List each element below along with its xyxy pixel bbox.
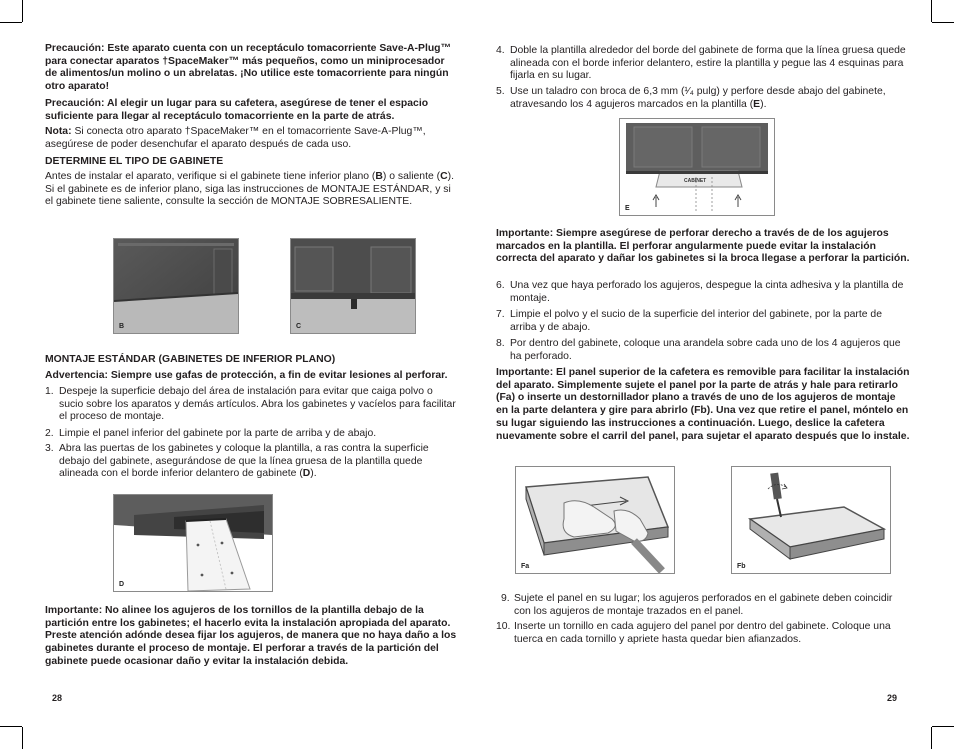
figure-label: C (296, 323, 302, 330)
figure-e-drilling (619, 118, 775, 216)
step-8: 8. Por dentro del gabinete, coloque una arandela sobre cada uno de los 4 agujeros que ha perforado. (496, 338, 901, 362)
crop-mark (931, 0, 932, 22)
page-number: 28 (52, 693, 63, 703)
crop-mark (22, 0, 23, 22)
caution-location: Precaución: Al elegir un lugar para su cafetera, asegúrese de tener el espacio suficiente para llegar al receptáculo tomacorriente en la parte de atrás. (45, 98, 429, 122)
figure-label: Fa (521, 563, 530, 570)
caution-save-a-plug: Precaución: Este aparato cuenta con un receptáculo tomacorriente Save-A-Plug™ para conectar aparatos †SpaceMaker™ más pequeños, como un miniprocesador de alimentos/un molino o un abrelatas. ¡No utilice este tomacorriente para ningún otro aparato! (45, 43, 451, 93)
crop-mark (0, 726, 22, 727)
figure-b-flat-cabinet (113, 238, 239, 334)
step-5: 5. Use un taladro con broca de 6,3 mm (¹⁄₄ pulg) y perfore desde abajo del gabinete, atravesando los 4 agujeros marcados en la plantilla (E). (496, 86, 886, 110)
figure-label: E (625, 205, 630, 212)
figure-label: D (119, 581, 125, 588)
step-9: 9. Sujete el panel en su lugar; los agujeros perforados en el gabinete deben coincidir con los agujeros de montaje trazados en el panel. (501, 593, 893, 617)
crop-mark (931, 727, 932, 749)
crop-mark (932, 726, 954, 727)
important-straight-drilling: Importante: Siempre asegúrese de perforar derecho a través de de los agujeros marcados en la plantilla. El perforar angularmente puede evitar la instalación correcta del aparato y dañar los gabinetes si la broca llegase a perforar la partición. (496, 228, 910, 265)
heading-determine-cabinet: DETERMINE EL TIPO DE GABINETE (45, 156, 224, 167)
figure-label: B (119, 323, 125, 330)
step-4: 4. Doble la plantilla alrededor del borde del gabinete de forma que la línea gruesa quede alineada con el borde inferior delantero, estire la plantilla y pegue las 4 esquinas para fijarla en su lugar. (496, 45, 906, 82)
heading-standard-mount: MONTAJE ESTÁNDAR (GABINETES DE INFERIOR PLANO) (45, 354, 336, 365)
important-removable-panel: Importante: El panel superior de la cafetera es removible para facilitar la instalación del aparato. Simplemente sujete el panel por la parte de atrás y hale para retirarlo (Fa) o inserte un destornillador plano a través de uno de los agujeros de montaje en la parte delantera y gire para abrirlo (Fb). Una vez que retire el panel, móntelo en su lugar siguiendo las instrucciones a continuación. Luego, deslice la cafetera nuevamente sobre el carril del panel, para sujetar el aparato después que lo instale. (496, 367, 910, 442)
note-paragraph: Nota: Si conecta otro aparato †SpaceMaker™ en el tomacorriente Save-A-Plug™, asegúrese de poder desenchufar el aparato después de cada uso. (45, 126, 426, 150)
crop-mark (932, 22, 954, 23)
determine-paragraph: Antes de instalar el aparato, verifique si el gabinete tiene inferior plano (B) o saliente (C). Si el gabinete es de inferior plano, siga las instrucciones de MONTAJE ESTÁNDAR, y si el gabinete tiene saliente, consulte la sección de MONTAJE SOBRESALIENTE. (45, 171, 454, 208)
figure-c-overhang-cabinet (290, 238, 416, 334)
step-10: 10. Inserte un tornillo en cada agujero del panel por dentro del gabinete. Coloque una tuerca en cada tornillo y apriete hasta quedar bien afianzados. (496, 621, 891, 645)
step-2: 2. Limpie el panel inferior del gabinete por la parte de arriba y de abajo. (45, 428, 377, 439)
figure-d-template-placement (113, 494, 273, 592)
figure-fb-screwdriver (731, 466, 891, 574)
step-7: 7. Limpie el polvo y el sucio de la superficie del interior del gabinete, por la parte de arriba y de abajo. (496, 309, 882, 333)
step-6: 6. Una vez que haya perforado los agujeros, despegue la cinta adhesiva y la plantilla de montaje. (496, 280, 904, 304)
crop-mark (0, 22, 22, 23)
warning-goggles: Advertencia: Siempre use gafas de protección, a fin de evitar lesiones al perforar. (45, 370, 448, 381)
figure-label: Fb (737, 563, 746, 570)
page-number: 29 (887, 693, 898, 703)
step-3: 3. Abra las puertas de los gabinetes y coloque la plantilla, a ras contra la superficie debajo del gabinete, asegurándose de que la línea gruesa de la plantilla quede alineada con el borde inferior delantero de gabinete (D). (45, 443, 429, 480)
step-1: 1. Despeje la superficie debajo del área de instalación para evitar que caiga polvo o sucio sobre los aparatos y demás artículos. Abra los gabinetes y vacíelos para facilitar el proceso de montaje. (45, 386, 456, 423)
crop-mark (22, 727, 23, 749)
important-partition: Importante: No alinee los agujeros de los tornillos de la plantilla debajo de la partición entre los gabinetes; el hacerlo evita la instalación apropiada del aparato. Preste atención adónde desea fijar los agujeros, de manera que no haya daño a los gabinetes durante el proceso de montaje. El perforar a través de la partición del gabinete puede ocasionar daño y evitar la instalación debida. (45, 605, 457, 667)
cabinet-template-text: CABINET (684, 178, 707, 184)
figure-fa-pull-panel (515, 466, 675, 574)
